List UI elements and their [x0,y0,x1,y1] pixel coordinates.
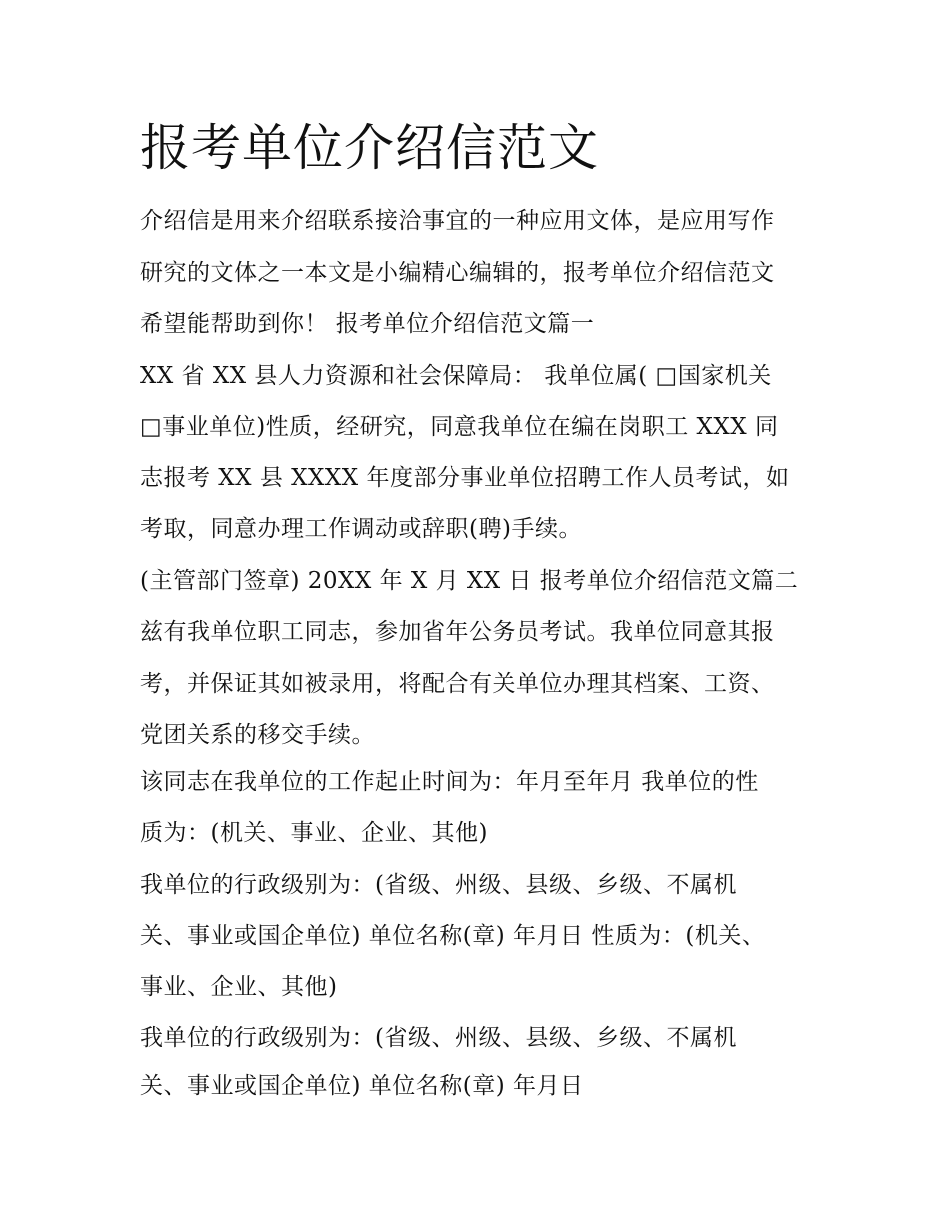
body-line: □事业单位)性质，经研究，同意我单位在编在岗职工 XXX 同 [140,414,779,440]
body-line: 研究的文体之一本文是小编精心编辑的，报考单位介绍信范文 [140,260,775,286]
body-line: 党团关系的移交手续。 [140,722,375,748]
body-line: 我单位的行政级别为：(省级、州级、县级、乡级、不属机 [140,1025,737,1051]
body-line: 希望能帮助到你！ 报考单位介绍信范文篇一 [140,311,595,337]
body-line: 该同志在我单位的工作起止时间为：年月至年月 我单位的性 [140,769,759,795]
body-line: 关、事业或国企单位) 单位名称(章) 年月日 性质为：(机关、 [140,923,766,949]
body-line: (主管部门签章) 20XX 年 X 月 XX 日 报考单位介绍信范文篇二 [140,568,799,594]
body-line: 兹有我单位职工同志，参加省年公务员考试。我单位同意其报 [140,619,775,645]
body-line: 志报考 XX 县 XXXX 年度部分事业单位招聘工作人员考试，如 [140,465,790,491]
body-line: 关、事业或国企单位) 单位名称(章) 年月日 [140,1073,584,1099]
body-line: 介绍信是用来介绍联系接洽事宜的一种应用文体，是应用写作 [140,208,775,234]
document-title: 报考单位介绍信范文 [140,119,599,177]
body-line: 考，并保证其如被录用，将配合有关单位办理其档案、工资、 [140,671,775,697]
body-line: XX 省 XX 县人力资源和社会保障局： 我单位属( □国家机关 [140,363,772,389]
body-line: 事业、企业、其他) [140,974,338,1000]
body-line: 考取，同意办理工作调动或辞职(聘)手续。 [140,516,582,542]
body-line: 我单位的行政级别为：(省级、州级、县级、乡级、不属机 [140,872,737,898]
body-line: 质为：(机关、事业、企业、其他) [140,820,488,846]
